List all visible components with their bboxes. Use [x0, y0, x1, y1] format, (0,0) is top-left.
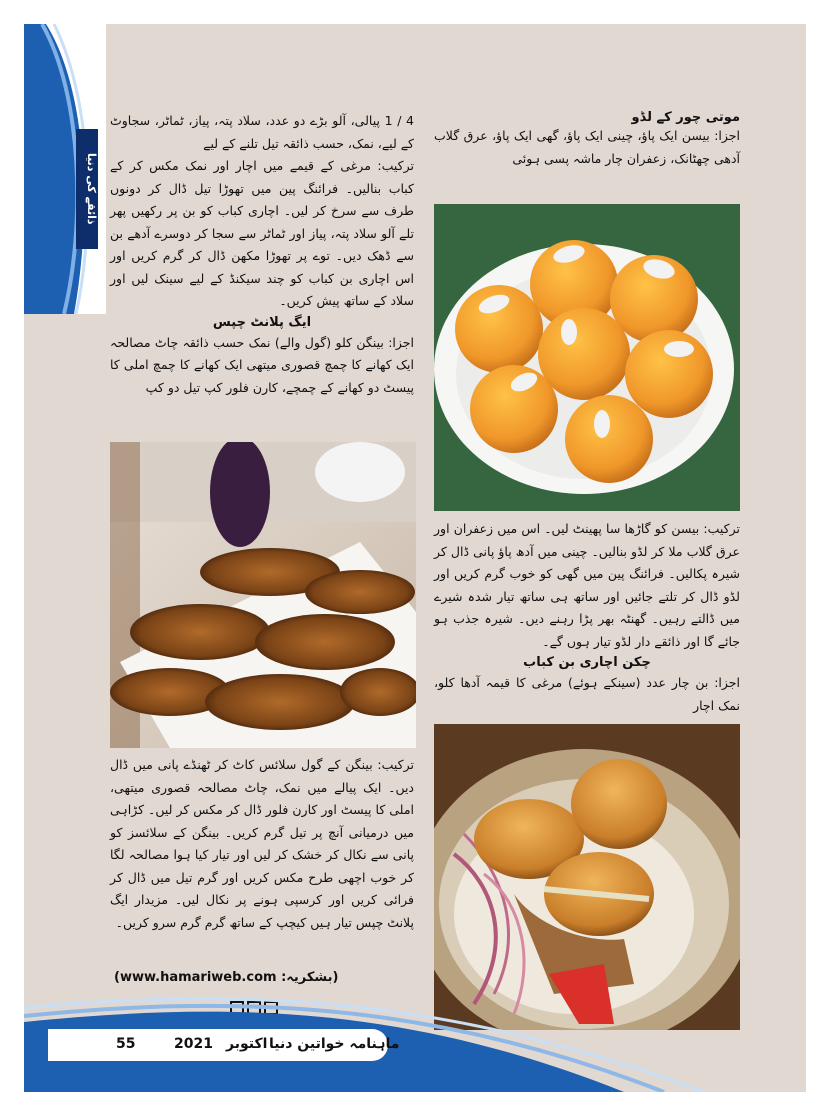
magazine-page: [24, 24, 806, 1092]
motichoor-ladoo-title: موتی چور کے لڈو: [631, 110, 740, 125]
right-column-middle: [434, 518, 740, 717]
page-number: 55: [116, 1036, 136, 1052]
motichoor-ladoo-photo: [434, 204, 740, 511]
footer-year: 2021: [174, 1036, 213, 1052]
motichoor-ladoo-method: ترکیب: بیسن کو گاڑھا سا پھینٹ لیں۔ اس میں زعفران اور عرق گلاب ملا کر لڈو بنالیں۔ چینی میں آدھ پاؤ پانی ڈال کر شیرہ پکالیں۔ فرائنگ پین میں گھی کو خوب گرم کریں اور لڈو ڈال کر تلتے جائیں اور ساتھ ہی ساتھ تیار شدہ شیرے میں ڈالتے رہیں۔ گھنٹہ بھر پڑا رہنے دیں۔ شیرہ جذب ہو جائے گا اور ذائقے دار لڈو تیار ہوں گے۔: [434, 521, 740, 649]
eggplant-chips-title: ایگ پلانٹ چپس: [212, 314, 312, 330]
left-column: [110, 110, 414, 399]
left-column-bottom: [110, 754, 414, 934]
bun-kabab-ingredients-continued: 4 / 1 پیالی، آلو بڑے دو عدد، سلاد پتہ، پیاز، ٹماٹر، سجاوٹ کے لیے، نمک، حسب ذائقہ تیل تلنے کے لیے: [110, 113, 414, 151]
bun-kabab-photo: [434, 724, 740, 1030]
bun-kabab-method: ترکیب: مرغی کے قیمے میں اچار اور نمک مکس کر کے کباب بنالیں۔ فرائنگ پین میں تھوڑا تیل ڈال کر دونوں طرف سے سرخ کر لیں۔ اچاری کباب کو بن پر رکھیں پھر تلے آلو سلاد پتہ، پیاز اور ٹماٹر سے سجا کر دوسرے آدھے بن سے ڈھک دیں۔ توے پر تھوڑا مکھن ڈال کر گرم کریں اور اس اچاری بن کباب کو چند سیکنڈ کے لیے سینک لیں اور سلاد کے ساتھ پیش کریں۔: [110, 158, 414, 308]
eggplant-chips-method: ترکیب: بینگن کے گول سلائس کاٹ کر ٹھنڈے پانی میں ڈال دیں۔ ایک پیالے میں نمک، چاٹ مصالحہ قصوری میتھی، املی کا پیسٹ اور کارن فلور ڈال کر مکس کر لیں۔ کڑاہی میں درمیانی آنچ پر تیل گرم کریں۔ بینگن کے سلائسز کو پانی سے نکال کر خشک کر لیں اور تیار کیا ہوا مصالحہ لگا کر خوب اچھی طرح مکس کریں اور گرم تیل میں ڈال کر فرائی کریں اور کرسپی ہونے پر نکال لیں۔ مزیدار ایگ پلانٹ چپس تیار ہیں کیچپ کے ساتھ گرم گرم سرو کریں۔: [110, 757, 414, 930]
footer-month: اکتوبر: [226, 1036, 268, 1052]
source-credit: (بشکریہ: www.hamariweb.com): [114, 970, 339, 985]
section-tab-label: ذائقے کی دنیا: [76, 129, 98, 249]
eggplant-chips-ingredients: اجزا: بینگن کلو (گول والے) نمک حسب ذائقہ چاٹ مصالحہ ایک کھانے کا چمچ قصوری میتھی ایک کھانے کا چمچ املی کا پیسٹ دو کھانے کے چمچے، کارن فلور کپ تیل دو کپ: [110, 334, 414, 395]
right-column: [434, 110, 740, 170]
side-tab-decoration: [24, 24, 106, 314]
eggplant-chips-photo: [110, 442, 416, 748]
chicken-achari-bun-kabab-title: چکن اچاری بن کباب: [523, 655, 651, 670]
magazine-name: ماہنامہ خواتین دنیا: [269, 1036, 400, 1052]
chicken-achari-bun-kabab-ingredients: اجزا: بن چار عدد (سینکے ہوئے) مرغی کا قیمہ آدھا کلو، نمک اچار: [434, 675, 740, 713]
motichoor-ladoo-ingredients: اجزا: بیسن ایک پاؤ، چینی ایک پاؤ، گھی ایک پاؤ، عرق گلاب آدھی چھٹانک، زعفران چار ماشہ پسی ہوئی: [434, 128, 740, 166]
